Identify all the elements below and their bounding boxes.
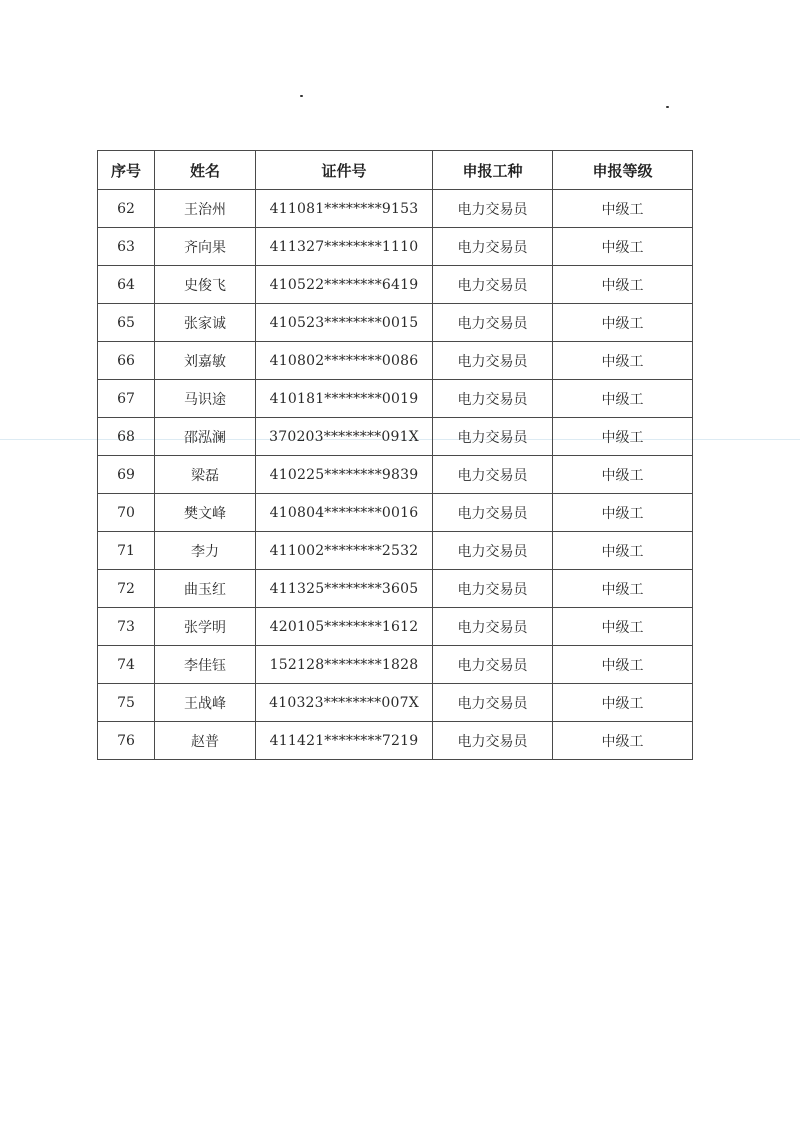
cell-index: 76 xyxy=(98,722,155,760)
cell-name: 刘嘉敏 xyxy=(155,342,256,380)
cell-id-number: 370203********091X xyxy=(256,418,433,456)
table-row xyxy=(98,228,693,266)
cell-occupation: 电力交易员 xyxy=(433,646,553,684)
cell-index: 74 xyxy=(98,646,155,684)
cell-name: 曲玉红 xyxy=(155,570,256,608)
cell-name: 马识途 xyxy=(155,380,256,418)
header-id-number: 证件号 xyxy=(256,151,433,190)
cell-name: 王治州 xyxy=(155,190,256,228)
cell-id-number: 420105********1612 xyxy=(256,608,433,646)
header-name: 姓名 xyxy=(155,151,256,190)
table-row xyxy=(98,494,693,532)
cell-level: 中级工 xyxy=(553,190,693,228)
applicant-table xyxy=(97,150,693,760)
cell-name: 史俊飞 xyxy=(155,266,256,304)
cell-index: 68 xyxy=(98,418,155,456)
table-header-row xyxy=(98,151,693,190)
cell-occupation: 电力交易员 xyxy=(433,380,553,418)
table-row xyxy=(98,342,693,380)
cell-id-number: 411081********9153 xyxy=(256,190,433,228)
cell-name: 李佳钰 xyxy=(155,646,256,684)
table-row xyxy=(98,456,693,494)
cell-level: 中级工 xyxy=(553,342,693,380)
cell-index: 62 xyxy=(98,190,155,228)
table-row xyxy=(98,608,693,646)
scan-speck xyxy=(300,95,303,97)
cell-occupation: 电力交易员 xyxy=(433,418,553,456)
table-row xyxy=(98,418,693,456)
cell-name: 樊文峰 xyxy=(155,494,256,532)
cell-occupation: 电力交易员 xyxy=(433,456,553,494)
cell-level: 中级工 xyxy=(553,570,693,608)
header-index: 序号 xyxy=(98,151,155,190)
cell-id-number: 410523********0015 xyxy=(256,304,433,342)
cell-occupation: 电力交易员 xyxy=(433,684,553,722)
cell-id-number: 410181********0019 xyxy=(256,380,433,418)
cell-level: 中级工 xyxy=(553,646,693,684)
cell-level: 中级工 xyxy=(553,304,693,342)
cell-level: 中级工 xyxy=(553,228,693,266)
cell-occupation: 电力交易员 xyxy=(433,494,553,532)
table-row xyxy=(98,570,693,608)
cell-level: 中级工 xyxy=(553,456,693,494)
cell-name: 李力 xyxy=(155,532,256,570)
cell-index: 64 xyxy=(98,266,155,304)
cell-index: 63 xyxy=(98,228,155,266)
cell-name: 齐向果 xyxy=(155,228,256,266)
cell-name: 张家诚 xyxy=(155,304,256,342)
cell-index: 69 xyxy=(98,456,155,494)
cell-occupation: 电力交易员 xyxy=(433,304,553,342)
cell-name: 赵普 xyxy=(155,722,256,760)
cell-id-number: 410522********6419 xyxy=(256,266,433,304)
cell-index: 65 xyxy=(98,304,155,342)
cell-name: 王战峰 xyxy=(155,684,256,722)
cell-occupation: 电力交易员 xyxy=(433,570,553,608)
cell-index: 72 xyxy=(98,570,155,608)
cell-level: 中级工 xyxy=(553,532,693,570)
cell-name: 梁磊 xyxy=(155,456,256,494)
cell-occupation: 电力交易员 xyxy=(433,342,553,380)
header-level: 申报等级 xyxy=(553,151,693,190)
cell-id-number: 410323********007X xyxy=(256,684,433,722)
cell-occupation: 电力交易员 xyxy=(433,266,553,304)
cell-occupation: 电力交易员 xyxy=(433,532,553,570)
cell-index: 71 xyxy=(98,532,155,570)
scan-speck xyxy=(666,106,669,108)
cell-id-number: 411002********2532 xyxy=(256,532,433,570)
cell-index: 73 xyxy=(98,608,155,646)
cell-id-number: 411421********7219 xyxy=(256,722,433,760)
cell-level: 中级工 xyxy=(553,418,693,456)
table-row xyxy=(98,380,693,418)
table-row xyxy=(98,266,693,304)
table-row xyxy=(98,684,693,722)
header-occupation: 申报工种 xyxy=(433,151,553,190)
cell-name: 邵泓澜 xyxy=(155,418,256,456)
cell-index: 70 xyxy=(98,494,155,532)
table-row xyxy=(98,304,693,342)
table-row xyxy=(98,646,693,684)
table-row xyxy=(98,722,693,760)
cell-level: 中级工 xyxy=(553,684,693,722)
cell-id-number: 411327********1110 xyxy=(256,228,433,266)
cell-level: 中级工 xyxy=(553,722,693,760)
cell-id-number: 410804********0016 xyxy=(256,494,433,532)
cell-level: 中级工 xyxy=(553,494,693,532)
cell-id-number: 410225********9839 xyxy=(256,456,433,494)
table-row xyxy=(98,532,693,570)
cell-occupation: 电力交易员 xyxy=(433,228,553,266)
cell-index: 67 xyxy=(98,380,155,418)
cell-id-number: 411325********3605 xyxy=(256,570,433,608)
cell-occupation: 电力交易员 xyxy=(433,608,553,646)
cell-level: 中级工 xyxy=(553,380,693,418)
cell-occupation: 电力交易员 xyxy=(433,722,553,760)
table-row xyxy=(98,190,693,228)
cell-index: 66 xyxy=(98,342,155,380)
cell-level: 中级工 xyxy=(553,266,693,304)
cell-occupation: 电力交易员 xyxy=(433,190,553,228)
cell-index: 75 xyxy=(98,684,155,722)
cell-level: 中级工 xyxy=(553,608,693,646)
cell-name: 张学明 xyxy=(155,608,256,646)
cell-id-number: 410802********0086 xyxy=(256,342,433,380)
cell-id-number: 152128********1828 xyxy=(256,646,433,684)
